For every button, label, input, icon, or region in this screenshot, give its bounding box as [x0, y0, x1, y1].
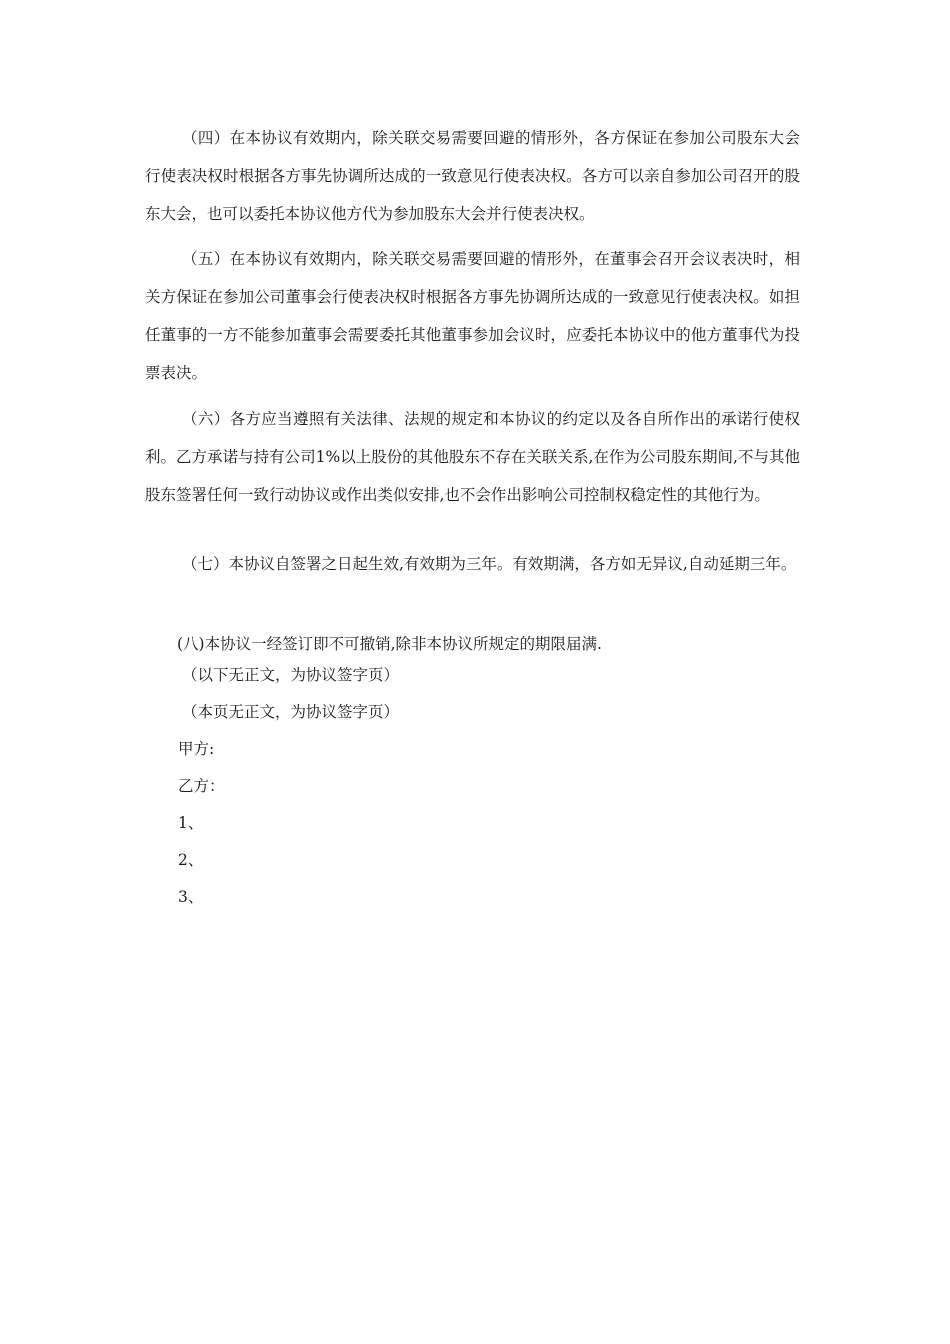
signature-item-1: 1、 — [178, 814, 204, 832]
signature-item-2: 2、 — [178, 851, 204, 869]
signature-item-3: 3、 — [178, 888, 204, 906]
clause-seven: （七）本协议自签署之日起生效,有效期为三年。有效期满，各方如无异议,自动延期三年。 — [182, 555, 797, 573]
clause-five: （五）在本协议有效期内，除关联交易需要回避的情形外，在董事会召开会议表决时，相关方保证在参加公司董事会行使表决权时根据各方事先协调所达成的一致意见行使表决权。如担任董事的一方不能参加董事会需要委托其他董事参加会议时，应委托本协议中的他方董事代为投票表决。 — [145, 250, 800, 382]
note-no-text-this-page: （本页无正文，为协议签字页） — [182, 703, 400, 721]
clause-six: （六）各方应当遵照有关法律、法规的规定和本协议的约定以及各自所作出的承诺行使权利。乙方承诺与持有公司1%以上股份的其他股东不存在关联关系,在作为公司股东期间,不与其他股东签署任何一致行动协议或作出类似安排,也不会作出影响公司控制权稳定性的其他行为。 — [145, 410, 800, 504]
signature-party-b: 乙方： — [178, 777, 225, 795]
clause-eight: (八)本协议一经签订即不可撤销,除非本协议所规定的期限届满. — [177, 635, 602, 653]
note-no-text-below: （以下无正文，为协议签字页） — [182, 666, 400, 684]
clause-four: （四）在本协议有效期内，除关联交易需要回避的情形外，各方保证在参加公司股东大会行使表决权时根据各方事先协调所达成的一致意见行使表决权。各方可以亲自参加公司召开的股东大会，也可以委托本协议他方代为参加股东大会并行使表决权。 — [145, 129, 800, 223]
signature-party-a: 甲方: — [178, 740, 215, 758]
